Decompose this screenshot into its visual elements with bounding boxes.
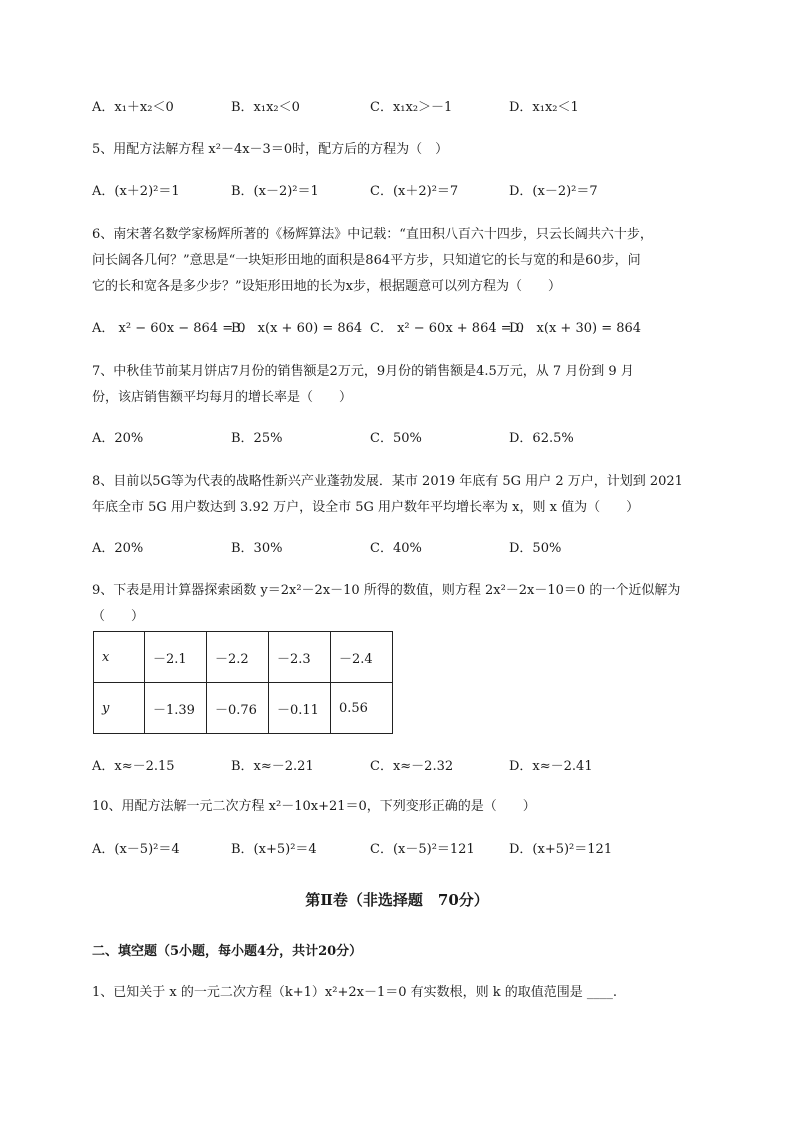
q6-option-b: B． x(x + 60) = 864: [231, 321, 363, 336]
q4-option-c: C．x₁x₂＞－1: [370, 100, 453, 115]
q6-option-d: D． x(x + 30) = 864: [509, 321, 642, 336]
q6-line-3: 它的长和宽各是多少步？”设矩形田地的长为x步，根据题意可以列方程为（ ）: [92, 279, 561, 294]
table-cell: x: [94, 632, 145, 683]
table-cell: －2.3: [269, 632, 331, 683]
q10-stem: 10、用配方法解一元二次方程 x²－10x+21＝0，下列变形正确的是（ ）: [92, 799, 536, 814]
q7-line-2: 份，该店销售额平均每月的增长率是（ ）: [92, 390, 353, 405]
q7-option-b: B．25%: [231, 431, 283, 446]
q9-line-1: 9、下表是用计算器探索函数 y＝2x²－2x－10 所得的数值，则方程 2x²－2x－10＝0 的一个近似解为: [92, 583, 681, 598]
q5-options: [92, 182, 734, 202]
q6-option-c: C． x² − 60x + 864 = 0: [370, 321, 525, 336]
q7-options: [92, 429, 734, 449]
q10-option-b: B．(x+5)²＝4: [231, 842, 317, 857]
section-title: 第Ⅱ卷（非选择题 70分）: [305, 891, 489, 909]
q7-line-1: 7、中秋佳节前某月饼店7月份的销售额是2万元，9月份的销售额是4.5万元，从 7 月份到 9 月: [92, 364, 634, 379]
q10-option-a: A．(x－5)²＝4: [92, 842, 180, 857]
q6-option-a: A． x² − 60x − 864 = 0: [92, 321, 246, 336]
q9-value-table: [93, 631, 393, 734]
q8-option-d: D．50%: [509, 541, 562, 556]
q5-option-c: C．(x＋2)²＝7: [370, 184, 459, 199]
q6-options: [92, 319, 734, 339]
q4-option-b: B．x₁x₂＜0: [231, 100, 300, 115]
q8-options: [92, 539, 734, 559]
table-cell: 0.56: [331, 683, 393, 734]
q7-stem: [92, 359, 732, 411]
q9-option-d: D．x≈－2.41: [509, 759, 593, 774]
q5-option-d: D．(x－2)²＝7: [509, 184, 598, 199]
q10-options: [92, 840, 734, 860]
q7-option-c: C．50%: [370, 431, 422, 446]
q7-option-a: A．20%: [92, 431, 144, 446]
q4-option-d: D．x₁x₂＜1: [509, 100, 579, 115]
q8-stem: [92, 469, 732, 521]
q6-line-2: 问长阔各几何？”意思是“一块矩形田地的面积是864平方步，只知道它的长与宽的和是60步，问: [92, 253, 641, 268]
q6-stem: [92, 222, 732, 300]
q5-option-b: B．(x－2)²＝1: [231, 184, 319, 199]
q8-line-1: 8、目前以5G等为代表的战略性新兴产业蓬勃发展．某市 2019 年底有 5G 用户 2 万户，计划到 2021: [92, 474, 683, 489]
q9-option-a: A．x≈－2.15: [92, 759, 175, 774]
table-cell: －1.39: [145, 683, 207, 734]
table-row-x: [94, 632, 393, 683]
table-row-y: [94, 683, 393, 734]
q8-option-a: A．20%: [92, 541, 144, 556]
q10-option-d: D．(x+5)²＝121: [509, 842, 613, 857]
q4-options: [92, 98, 734, 118]
q9-option-c: C．x≈－2.32: [370, 759, 454, 774]
table-cell: －2.2: [207, 632, 269, 683]
q8-line-2: 年底全市 5G 用户数达到 3.92 万户，设全市 5G 用户数年平均增长率为 x，则 x 值为（ ）: [92, 500, 640, 515]
q8-option-c: C．40%: [370, 541, 422, 556]
q8-option-b: B．30%: [231, 541, 283, 556]
q4-option-a: A．x₁＋x₂＜0: [92, 100, 174, 115]
table-cell: －0.76: [207, 683, 269, 734]
table-cell: －2.1: [145, 632, 207, 683]
fill-in-heading: 二、填空题（5小题，每小题4分，共计20分）: [92, 944, 363, 959]
table-cell: －0.11: [269, 683, 331, 734]
q10-option-c: C．(x－5)²＝121: [370, 842, 475, 857]
q6-line-1: 6、南宋著名数学家杨辉所著的《杨辉算法》中记载：“直田积八百六十四步，只云长阔共六十步，: [92, 227, 653, 242]
q9-options: [92, 757, 734, 777]
table-cell: －2.4: [331, 632, 393, 683]
q5-stem: 5、用配方法解方程 x²－4x－3＝0时，配方后的方程为（ ）: [92, 142, 449, 157]
q7-option-d: D．62.5%: [509, 431, 574, 446]
q5-option-a: A．(x＋2)²＝1: [92, 184, 180, 199]
table-cell: y: [94, 683, 145, 734]
q9-stem: [92, 578, 732, 630]
q9-option-b: B．x≈－2.21: [231, 759, 314, 774]
q9-line-2: （ ）: [92, 609, 145, 624]
fill-question-1: 1、已知关于 x 的一元二次方程（k+1）x²+2x－1＝0 有实数根，则 k 的取值范围是 ____.: [92, 985, 618, 1000]
